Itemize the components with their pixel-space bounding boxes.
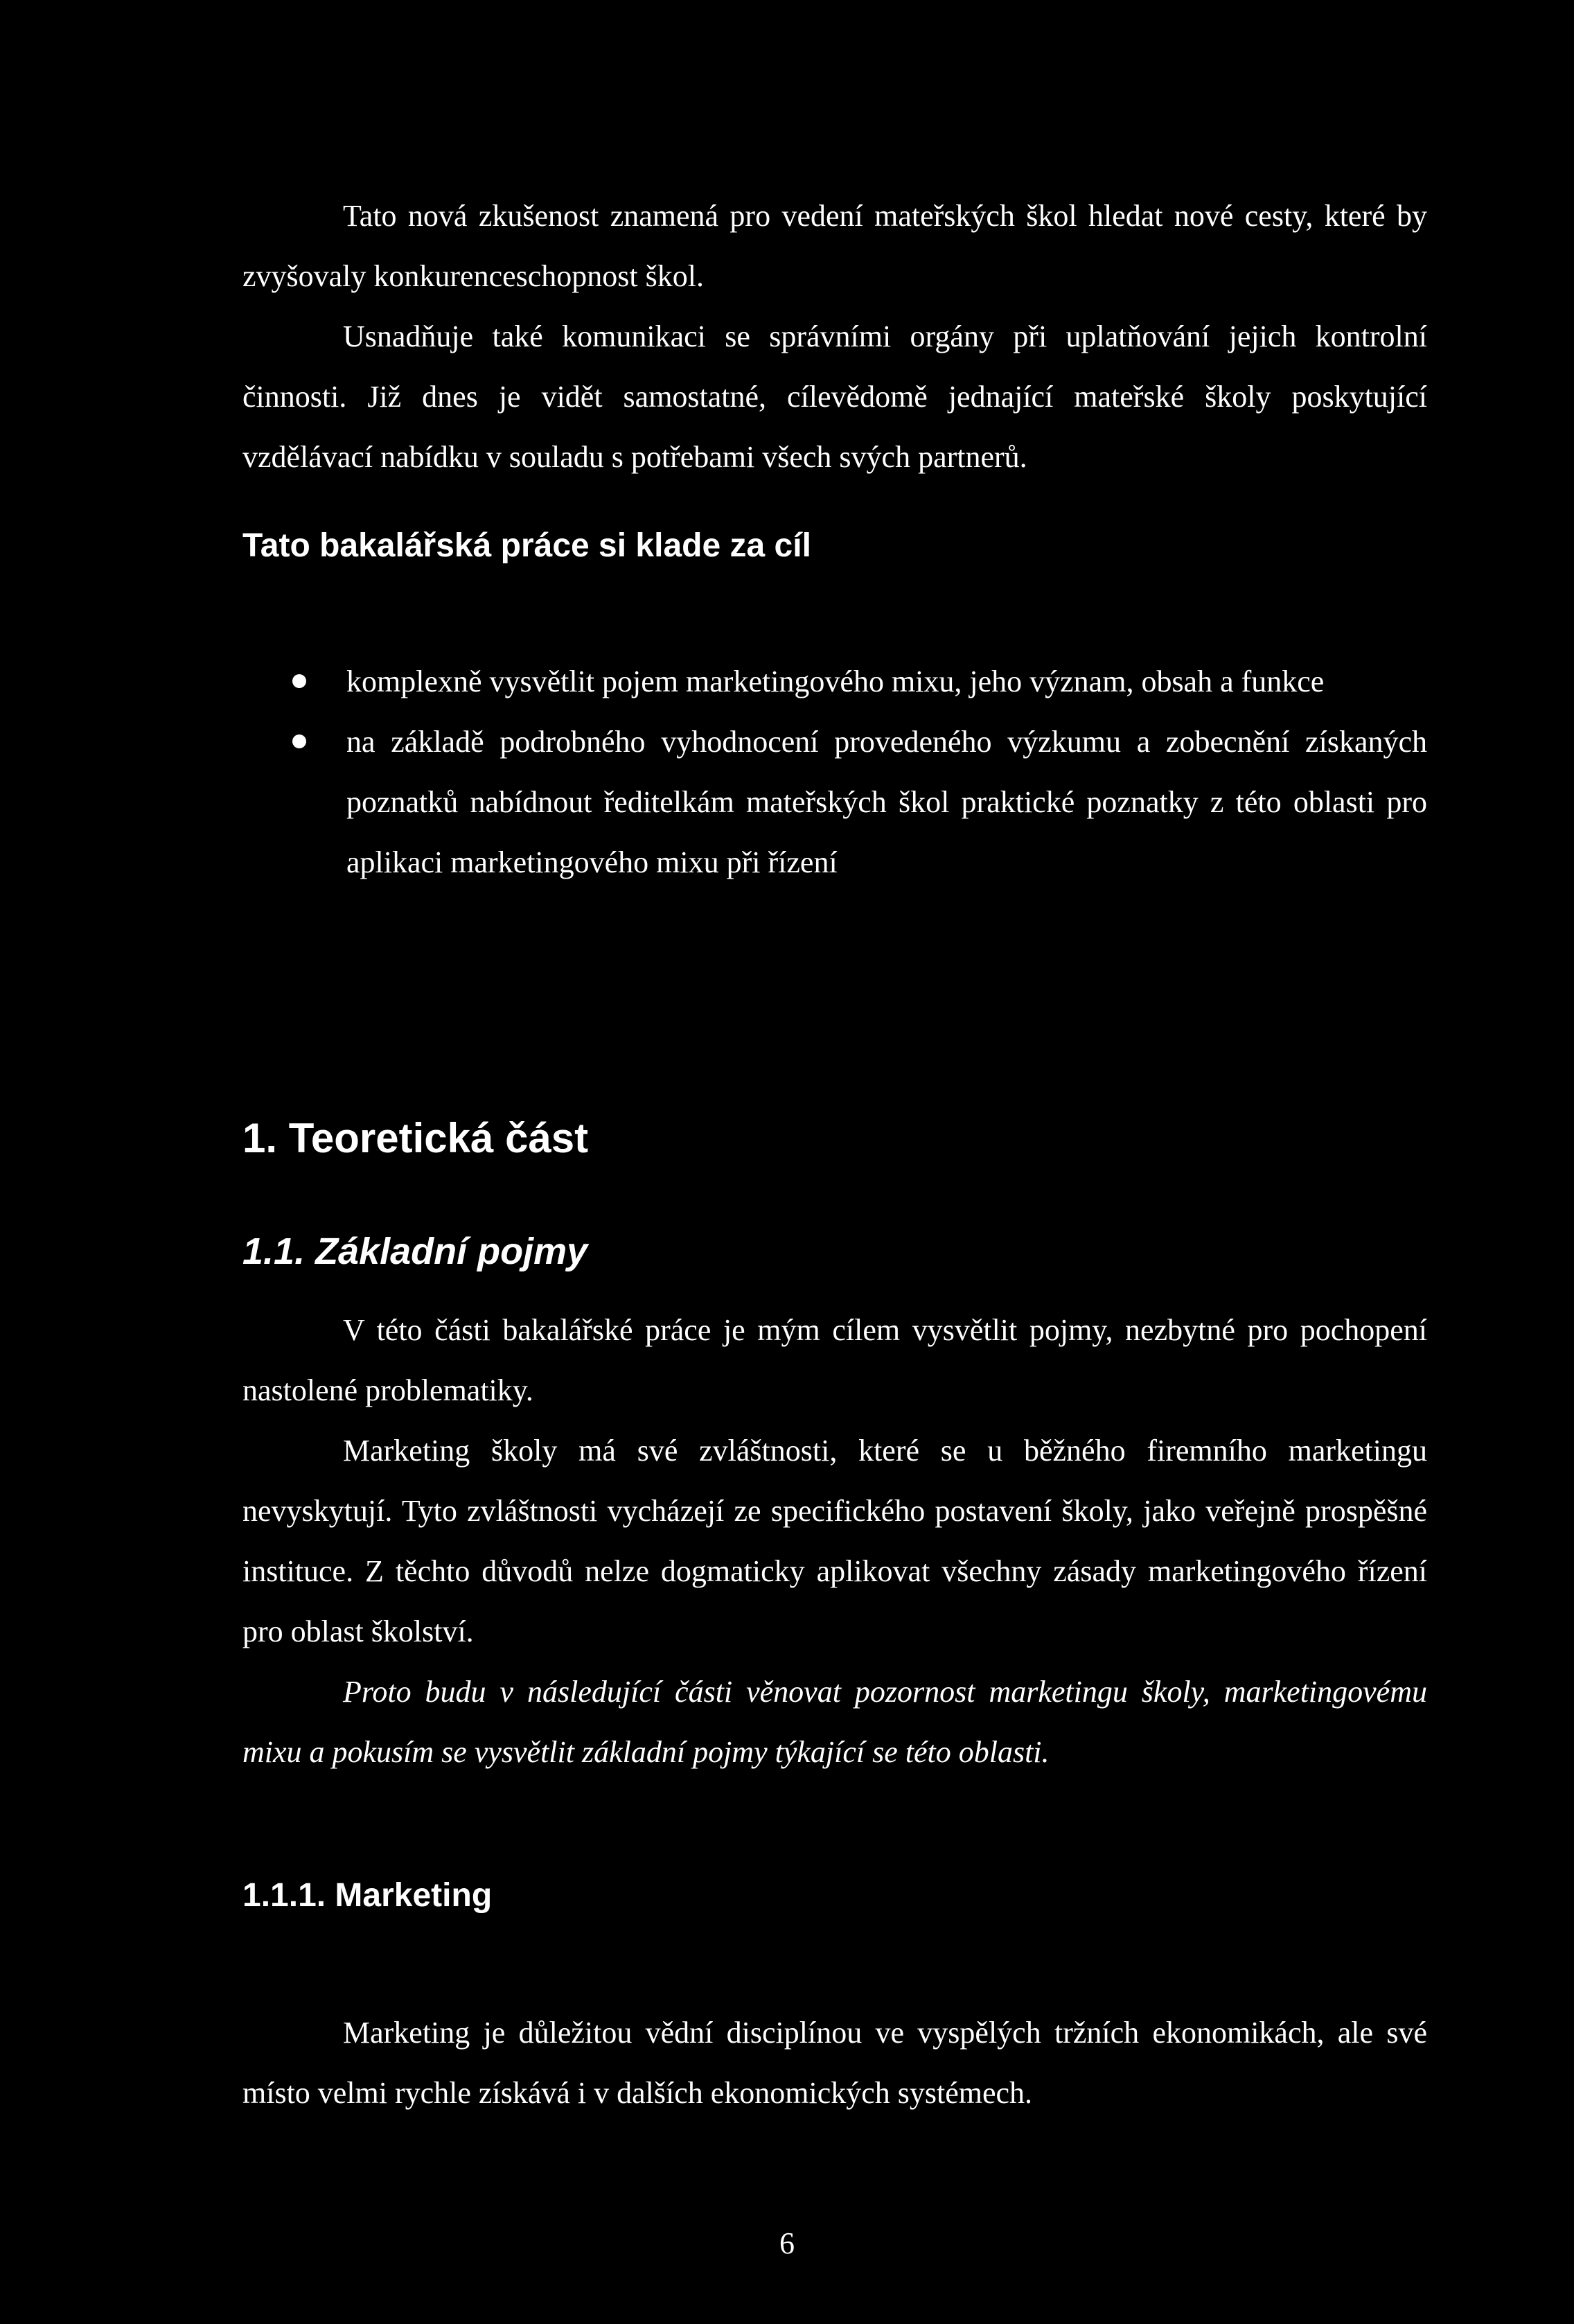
intro-paragraph-1: Tato nová zkušenost znamená pro vedení mateřských škol hledat nové cesty, které by zvyšovaly konkurenceschopnost škol. xyxy=(242,199,1427,293)
section-1-1-1-paragraph-1: Marketing je důležitou vědní disciplínou ve vyspělých tržních ekonomikách, ale své místo velmi rychle získává i v dalších ekonomických systémech. xyxy=(242,2016,1427,2110)
section-1-1-1-heading-block xyxy=(242,1876,1427,1914)
goal-heading: Tato bakalářská práce si klade za cíl xyxy=(242,527,811,564)
section-1-1-heading: 1.1. Základní pojmy xyxy=(242,1231,588,1272)
bullet-icon xyxy=(292,734,306,748)
section-1-1-1-body xyxy=(242,2002,1427,2123)
intro-section xyxy=(242,186,1427,487)
goal-list-block xyxy=(242,651,1427,892)
intro-paragraph-2: Usnadňuje také komunikaci se správními orgány při uplatňování jejich kontrolní činnosti. Již dnes je vidět samostatné, cílevědomě jednající mateřské školy poskytující vzdělávací nabídku v souladu s potřebami všech svých partnerů. xyxy=(242,319,1427,474)
section-1-1-1-heading: 1.1.1. Marketing xyxy=(242,1877,493,1914)
section-1-1-paragraph-3: Proto budu v následující části věnovat pozornost marketingu školy, marketingovému mixu a pokusím se vysvětlit základní pojmy týkající se této oblasti. xyxy=(242,1675,1427,1769)
section-1-1-paragraph-1: V této části bakalářské práce je mým cílem vysvětlit pojmy, nezbytné pro pochopení nastolené problematiky. xyxy=(242,1313,1427,1407)
section-1-1-paragraph-2: Marketing školy má své zvláštnosti, které se u běžného firemního marketingu nevyskytují. Tyto zvláštnosti vycházejí ze specifického postavení školy, jako veřejně prospěšné instituce. Z těchto důvodů nelze dogmaticky aplikovat všechny zásady marketingového řízení pro oblast školství. xyxy=(242,1434,1427,1648)
page-number: 6 xyxy=(779,2226,795,2260)
goal-item-text: na základě podrobného vyhodnocení provedeného výzkumu a zobecnění získaných poznatků nabídnout ředitelkám mateřských škol praktické poznatky z této oblasti pro aplikaci marketingového mixu při řízení xyxy=(346,725,1427,879)
goal-list xyxy=(242,651,1427,892)
goal-item-2 xyxy=(242,712,1427,892)
section-1-heading: 1. Teoretická část xyxy=(242,1115,589,1161)
section-1-1-body xyxy=(242,1300,1427,1782)
bullet-icon xyxy=(292,674,306,688)
goal-item-text: komplexně vysvětlit pojem marketingového mixu, jeho význam, obsah a funkce xyxy=(346,664,1325,698)
goal-heading-block xyxy=(242,527,1427,565)
goal-item-1 xyxy=(242,651,1427,712)
section-1-heading-block xyxy=(242,1114,1427,1162)
section-1-1-heading-block xyxy=(242,1230,1427,1273)
